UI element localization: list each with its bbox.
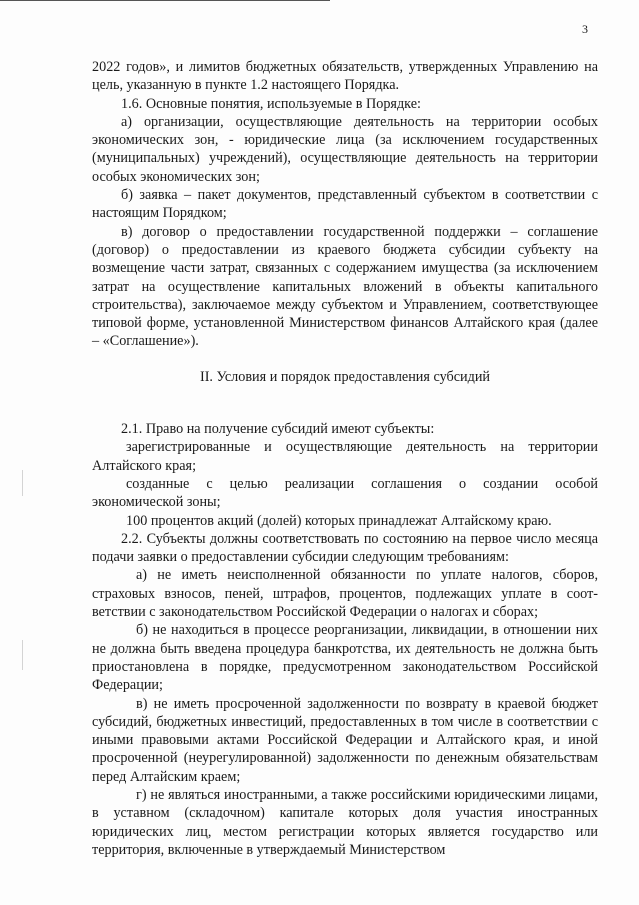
- paragraph-req-v: в) не иметь просроченной задолженности по возврату в краевой бюджет субсидий, бюджетных инвестиций, предоставленных в том числе в соответствии с иными правовыми актами Российской Федерации и Алтайского края, и иной просроченной (неурегулированной) задолженности по денежным обязательствам перед Алтайским краем;: [92, 695, 598, 785]
- section-heading: II. Условия и порядок предоставления субсидий: [199, 368, 491, 385]
- paragraph-req-g: г) не являться иностранными, а также российскими юридическими лицами, в уставном (складочном) капитале которых доля участия иностранных юридических лиц, местом регистрации которых является государство или территория, включенные в утверждаемый Министерством: [92, 786, 598, 858]
- paragraph-2-1: 2.1. Право на получение субсидий имеют субъекты:: [121, 421, 435, 438]
- paragraph-registered: зарегистрированные и осуществляющие деятельность на территории Алтайского края;: [92, 439, 598, 474]
- paragraph-definition-b: б) заявка – пакет документов, представленный субъектом в соответствии с настоящим Порядком;: [92, 187, 598, 222]
- scan-edge-line: [0, 0, 330, 1]
- paragraph-req-b: б) не находиться в процессе реорганизации, ликвидации, в отношении них не должна быть введена процедура банкротства, их деятельность не должна быть приостановлена в порядке, предусмотренном законодательством Российской Федерации;: [92, 622, 598, 694]
- paragraph-100-percent: 100 процентов акций (долей) которых принадлежат Алтайскому краю.: [126, 512, 552, 529]
- margin-mark: [22, 470, 23, 496]
- paragraph-created: созданные с целью реализации соглашения о создании особой экономической зоны;: [92, 475, 598, 511]
- paragraph-definitions-intro: 1.6. Основные понятия, используемые в Порядке:: [121, 95, 421, 112]
- document-body: [92, 58, 598, 859]
- paragraph-2-2: 2.2. Субъекты должны соответствовать по состоянию на первое число месяца подачи заявки о предоставлении субсидии следующим требованиям:: [92, 530, 598, 566]
- paragraph-continuation: 2022 годов», и лимитов бюджетных обязательств, утвержденных Управлению на цель, указанную в пункте 1.2 настоящего Порядка.: [92, 59, 598, 94]
- paragraph-req-a: а) не иметь неисполненной обязанности по уплате налогов, сборов, страховых взносов, пеней, штрафов, процентов, подлежащих уплате в соот-ветствии с законодательством Российской Федерации о налогах и сборах;: [92, 567, 598, 621]
- paragraph-definition-a: а) организации, осуществляющие деятельность на территории особых экономических зон, - юридические лица (за исключением государственных (муниципальных) учреждений), осуществляющие деятельность на территории особых экономических зон;: [92, 113, 598, 185]
- paragraph-definition-v: в) договор о предоставлении государственной поддержки – соглашение (договор) о предоставлении из краевого бюджета субсидии субъекту на возмещение части затрат, связанных с содержанием имущества (за исключением затрат на осуществление капитальных вложений в объекты капитального строительства), заключаемое между субъектом и Управлением, соответствующее типовой форме, установленной Министерством финансов Алтайского края (далее – «Соглашение»).: [92, 223, 598, 350]
- page-number: 3: [582, 22, 588, 36]
- margin-mark: [22, 640, 23, 670]
